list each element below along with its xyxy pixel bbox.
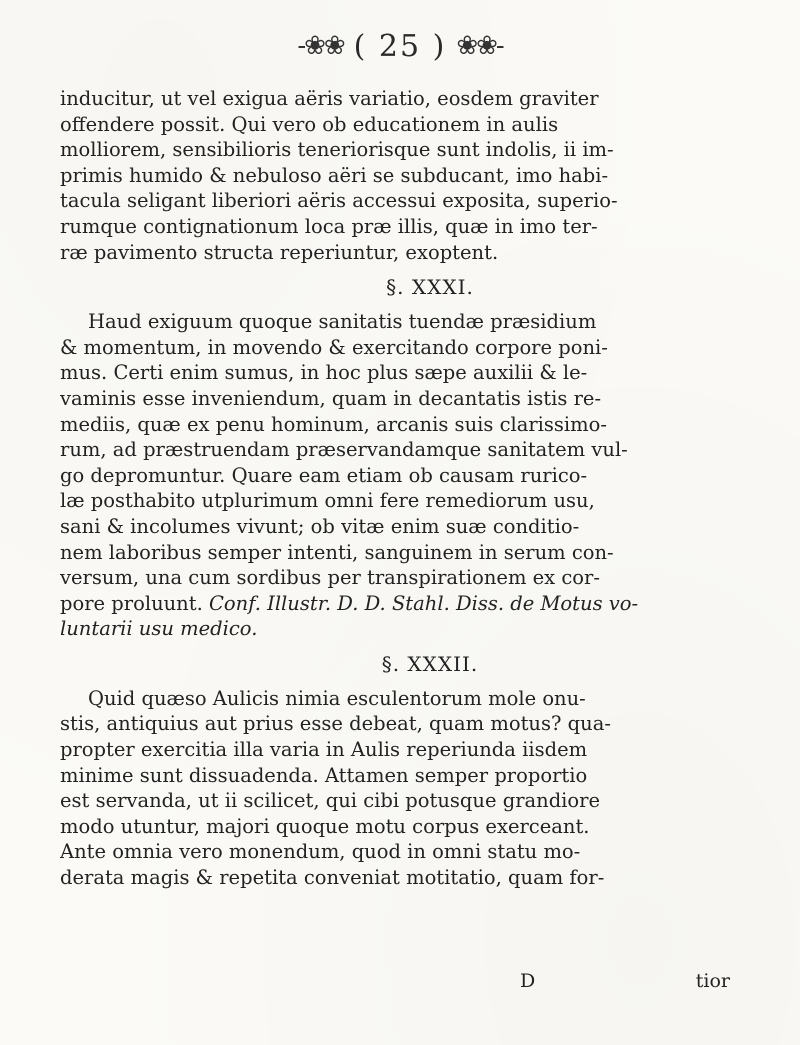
- text-line: minime sunt dissuadenda. Attamen semper proportio: [60, 763, 588, 787]
- reference-citation: Conf. Illustr. D. D. Stahl. Diss. de Motus vo-: [208, 591, 639, 615]
- section-heading-32: §. XXXII.: [381, 651, 479, 676]
- page-header: [0, 18, 800, 74]
- text-line: rum, ad præstruendam præservandamque sanitatem vul-: [60, 438, 628, 462]
- text-line: est servanda, ut ii scilicet, qui cibi potusque grandiore: [60, 789, 601, 813]
- text-line: modo utuntur, majori quoque motu corpus exerceant.: [60, 814, 590, 838]
- text-fragment: pore proluunt.: [60, 591, 203, 615]
- text-line: propter exercitia illa varia in Aulis reperiunda iisdem: [60, 738, 588, 762]
- text-line: ræ pavimento structa reperiuntur, exoptent.: [60, 240, 499, 264]
- text-line: mediis, quæ ex penu hominum, arcanis suis clarissimo-: [60, 412, 607, 436]
- text-line: molliorem, sensibilioris teneriorisque sunt indolis, ii im-: [60, 138, 614, 162]
- text-line: rumque contignationum loca præ illis, quæ in imo ter-: [60, 214, 598, 238]
- reference-citation-end: luntarii usu medico.: [60, 617, 258, 641]
- page-footer: [60, 970, 760, 996]
- page-number: ( 25 ): [353, 28, 447, 64]
- text-line: tacula seligant liberiori aëris accessui exposita, superio-: [60, 189, 618, 213]
- text-line: Haud exiguum quoque sanitatis tuendæ præsidium: [88, 310, 597, 334]
- section-heading-31: §. XXXI.: [386, 275, 474, 300]
- signature-mark: D: [520, 970, 536, 992]
- text-line: Quid quæso Aulicis nimia esculentorum mole onu-: [88, 686, 586, 710]
- text-line: inducitur, ut vel exigua aëris variatio, eosdem graviter: [60, 87, 599, 110]
- text-line: mus. Certi enim sumus, in hoc plus sæpe auxilii & le-: [60, 361, 588, 385]
- body-text: [60, 86, 760, 891]
- text-line: læ posthabito utplurimum omni fere remediorum usu,: [60, 489, 595, 513]
- text-line: [60, 591, 760, 617]
- text-line: & momentum, in movendo & exercitando corpore poni-: [60, 335, 608, 359]
- text-line: primis humido & nebuloso aëri se subducant, imo habi-: [60, 163, 609, 187]
- text-line: stis, antiquius aut prius esse debeat, quam motus? qua-: [60, 712, 611, 736]
- text-line: nem laboribus semper intenti, sanguinem in serum con-: [60, 540, 614, 564]
- text-line: sani & incolumes vivunt; ob vitæ enim suæ conditio-: [60, 514, 580, 538]
- text-line: go depromuntur. Quare eam etiam ob causam rurico-: [60, 463, 588, 487]
- text-line: vaminis esse inveniendum, quam in decantatis istis re-: [60, 386, 602, 410]
- ornament-right-icon: ❀❀-: [456, 31, 503, 61]
- text-line: offendere possit. Qui vero ob educationem in aulis: [60, 112, 559, 136]
- text-line: derata magis & repetita conveniat motitatio, quam for-: [60, 866, 605, 890]
- catchword: tior: [695, 970, 730, 992]
- text-line: Ante omnia vero monendum, quod in omni statu mo-: [60, 840, 581, 864]
- ornament-left-icon: -❀❀: [297, 31, 344, 61]
- text-line: versum, una cum sordibus per transpirationem ex cor-: [60, 566, 600, 590]
